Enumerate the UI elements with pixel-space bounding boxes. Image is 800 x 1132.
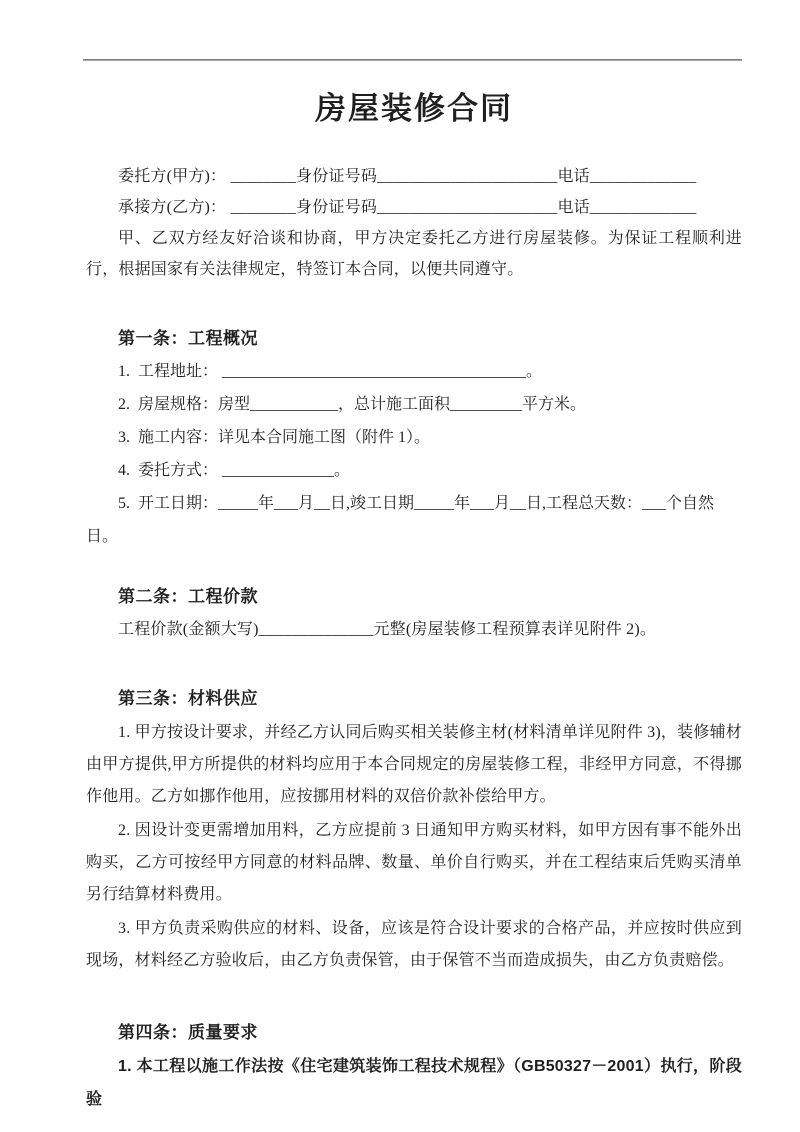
- item-work-dates: 5. 开工日期：_____年___月__日,竣工日期_____年___月__日,工程总天数：___个自然日。: [86, 495, 715, 545]
- section-2-heading: 第二条：工程价款: [118, 587, 258, 606]
- material-supply-paragraph-3: 3. 甲方负责采购供应的材料、设备，应该是符合设计要求的合格产品，并应按时供应到现场，材料经乙方验收后，由乙方负责保管，由于保管不当而造成损失，由乙方负责赔偿。: [86, 920, 742, 969]
- parties-block: [86, 161, 742, 223]
- item-house-spec: 2. 房屋规格：房型___________，总计施工面积_________平方米。: [118, 396, 587, 413]
- material-supply-paragraph-1: 1. 甲方按设计要求，并经乙方认同后购买相关装修主材(材料清单详见附件 3)，装修辅材由甲方提供,甲方所提供的材料均应用于本合同规定的房屋装修工程，非经甲方同意，不得挪作他用。乙方如挪作他用，应按挪用材料的双倍价款补偿给甲方。: [86, 724, 742, 805]
- section-1-heading: 第一条：工程概况: [118, 329, 258, 348]
- document-body: [86, 0, 742, 1116]
- party-a-line: 委托方(甲方)： ________身份证号码______________________电话_____________: [118, 168, 697, 185]
- intro-paragraph: 甲、乙双方经友好洽谈和协商，甲方决定委托乙方进行房屋装修。为保证工程顺利进行，根据国家有关法律规定，特签订本合同，以便共同遵守。: [86, 230, 742, 278]
- section-4-heading: 第四条：质量要求: [118, 1023, 258, 1042]
- item-construction-content: 3. 施工内容：详见本合同施工图（附件 1）。: [118, 429, 431, 446]
- item-commission-method: 4. 委托方式： ______________。: [118, 462, 351, 479]
- project-price-line: 工程价款(金额大写)______________元整(房屋装修工程预算表详见附件 2)。: [118, 621, 657, 638]
- quality-requirement-paragraph-1: 1. 本工程以施工作法按《住宅建筑装饰工程技术规程》（GB50327－2001）执行，阶段验: [86, 1058, 742, 1108]
- section-1-items: [86, 355, 742, 553]
- material-supply-paragraph-2: 2. 因设计变更需增加用料，乙方应提前 3 日通知甲方购买材料，如甲方因有事不能外出购买，乙方可按经甲方同意的材料品牌、数量、单价自行购买，并在工程结束后凭购买清单另行结算材料费用。: [86, 822, 742, 903]
- section-3-paragraphs: [86, 717, 742, 977]
- party-b-line: 承接方(乙方)： ________身份证号码______________________电话_____________: [118, 199, 697, 216]
- contract-title: 房屋装修合同: [315, 91, 513, 126]
- section-3-heading: 第三条：材料供应: [118, 689, 258, 708]
- item-project-address: 1. 工程地址： ______________________________________。: [118, 363, 543, 380]
